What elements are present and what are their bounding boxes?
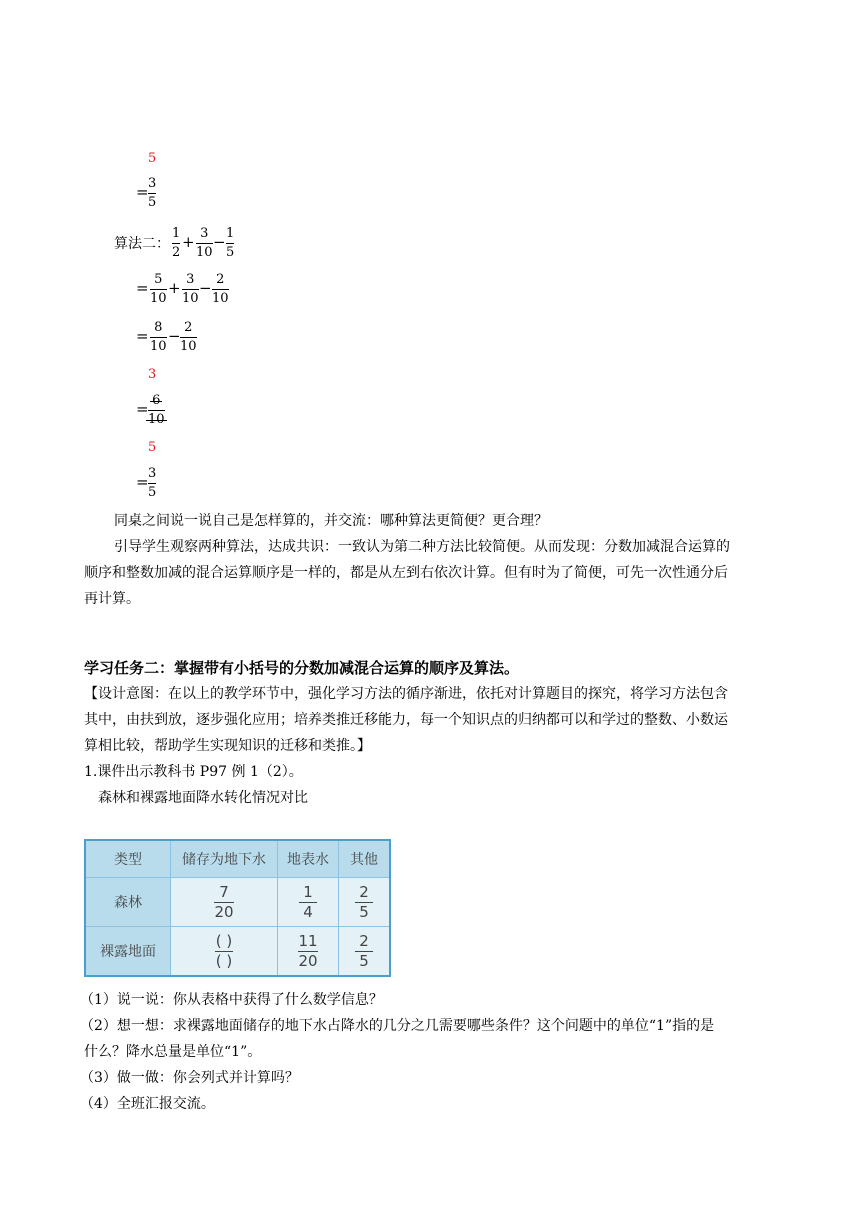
minus-sign: − [199, 279, 212, 297]
table-cell: $\frac{2}{5}$ [339, 878, 391, 927]
fraction-a: 5 10 [150, 272, 167, 306]
question-item: 什么？降水总量是单位“1”。 [84, 1044, 262, 1060]
row-label: 森林 [85, 878, 171, 927]
plus-sign: + [168, 279, 181, 297]
question-item: （2）想一想：求裸露地面储存的地下水占降水的几分之几需要哪些条件？这个问题中的单位“1”指的是 [80, 1018, 715, 1034]
plus-sign: + [182, 233, 195, 251]
table-header-cell: 类型 [85, 840, 171, 878]
section-heading: 学习任务二：掌握带有小括号的分数加减混合运算的顺序及算法。 [84, 659, 520, 677]
table-cell: $\frac{2}{5}$ [339, 927, 391, 977]
equals-sign: = [136, 183, 149, 201]
cancel-factor: 5 [148, 440, 157, 455]
table-cell: $\frac{11}{20}$ [278, 927, 339, 977]
table-header-cell: 其他 [339, 840, 391, 878]
method-two-label: 算法二： [114, 236, 170, 252]
fraction-b: 3 10 [182, 272, 199, 306]
table-cell: ( ) ( ) [171, 927, 278, 977]
design-intent: 【设计意图：在以上的教学环节中，强化学习方法的循序渐进，依托对计算题目的探究，将学习方法包含 其中，由扶到放，逐步强化应用；培养类推迁移能力，每一个知识点的归纳都可以和学过的整数、小数运 算相比较，帮助学生实现知识的迁移和类推。】 1.课件出示教科书 P97 例 1（2）。 森林和裸露地面降水转化情况对比 [84, 686, 728, 806]
fraction-c: 1 5 [226, 226, 235, 260]
fraction-a: 8 10 [150, 320, 167, 354]
table-cell: $\frac{7}{20}$ [171, 878, 278, 927]
table-cell: $\frac{1}{4}$ [278, 878, 339, 927]
fraction-cancelled: 6 10 [148, 393, 165, 427]
table-row [85, 878, 390, 927]
minus-sign: − [213, 233, 226, 251]
fraction-result: 3 5 [148, 176, 157, 210]
table-header-row [85, 840, 390, 878]
equals-sign: = [136, 279, 149, 297]
fraction-c: 2 10 [212, 272, 229, 306]
fraction-b: 3 10 [196, 226, 213, 260]
question-item: （4）全班汇报交流。 [80, 1096, 215, 1112]
table-row [85, 927, 390, 977]
minus-sign: − [168, 327, 181, 345]
question-item: （3）做一做：你会列式并计算吗？ [80, 1070, 299, 1086]
cancel-factor: 3 [148, 367, 157, 382]
fraction-result: 3 5 [148, 466, 157, 500]
paragraph: 同桌之间说一说自己是怎样算的，并交流：哪种算法更简便？更合理？ 引导学生观察两种算法，达成共识：一致认为第二种方法比较简便。从而发现：分数加减混合运算的 顺序和整数加减的混合运算顺序是一样的，都是从左到右依次计算。但有时为了简便，可先一次性通分后 再计算。 [84, 513, 730, 607]
equals-sign: = [136, 473, 149, 491]
question-item: （1）说一说：你从表格中获得了什么数学信息？ [80, 992, 383, 1008]
question-list [80, 987, 780, 1117]
table-header-cell: 地表水 [278, 840, 339, 878]
equals-sign: = [136, 400, 149, 418]
row-label: 裸露地面 [85, 927, 171, 977]
data-table [84, 839, 391, 977]
fraction-a: 1 2 [172, 226, 181, 260]
equals-sign: = [136, 327, 149, 345]
table-header-cell: 储存为地下水 [171, 840, 278, 878]
fraction-b: 2 10 [180, 320, 197, 354]
cancel-factor: 5 [148, 151, 157, 166]
